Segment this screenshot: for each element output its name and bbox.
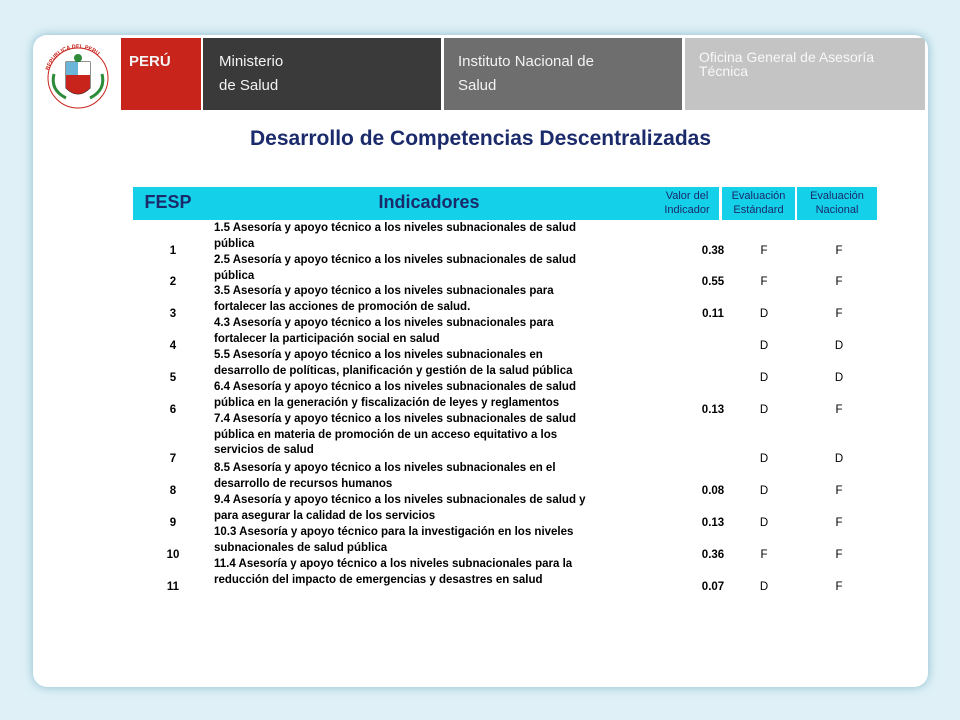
evaluation-national: F bbox=[835, 549, 843, 561]
indicator-value: 0.11 bbox=[702, 308, 724, 320]
evaluation-standard: D bbox=[759, 517, 769, 529]
evaluation-national: D bbox=[834, 453, 844, 465]
indicator-text bbox=[214, 493, 654, 524]
fesp-number: 6 bbox=[169, 404, 177, 416]
table-row bbox=[133, 495, 893, 527]
indicator-line: subnacionales de salud pública bbox=[214, 541, 388, 554]
evaluation-standard: D bbox=[759, 453, 769, 465]
table-row bbox=[133, 318, 893, 350]
evaluation-standard: F bbox=[760, 549, 768, 561]
indicator-value: 0.07 bbox=[701, 581, 725, 593]
table-row bbox=[133, 559, 893, 591]
indicator-value: 0.55 bbox=[701, 276, 725, 288]
ministry-block bbox=[203, 38, 441, 110]
indicator-line: desarrollo de recursos humanos bbox=[214, 477, 393, 490]
indicator-line: 5.5 Asesoría y apoyo técnico a los niveles subnacionales en bbox=[214, 349, 543, 361]
coat-of-arms-logo bbox=[36, 38, 120, 110]
evaluation-national: D bbox=[834, 340, 844, 352]
table-row bbox=[133, 286, 893, 318]
indicator-text bbox=[214, 412, 654, 459]
indicator-text bbox=[214, 316, 654, 347]
indicator-line: 3.5 Asesoría y apoyo técnico a los niveles subnacionales para bbox=[214, 285, 554, 297]
indicator-line: 2.5 Asesoría y apoyo técnico a los niveles subnacionales de salud bbox=[214, 254, 576, 266]
indicator-value: 0.38 bbox=[701, 245, 725, 257]
evaluation-national: F bbox=[835, 581, 843, 593]
indicator-line: desarrollo de políticas, planificación y gestión de la salud pública bbox=[214, 364, 573, 377]
indicator-line: 7.4 Asesoría y apoyo técnico a los niveles subnacionales de salud bbox=[214, 413, 576, 425]
office-line-2: Técnica bbox=[699, 63, 749, 79]
indicator-text bbox=[214, 348, 654, 379]
indicator-line: para asegurar la calidad de los servicios bbox=[214, 509, 436, 522]
indicator-line: pública en materia de promoción de un acceso equitativo a los bbox=[214, 428, 558, 441]
table-row bbox=[133, 463, 893, 495]
fesp-number: 1 bbox=[169, 245, 177, 257]
indicator-value: 0.36 bbox=[701, 549, 725, 561]
institute-line-2: Salud bbox=[458, 77, 497, 94]
slide bbox=[33, 35, 928, 687]
evaluation-standard: D bbox=[759, 404, 769, 416]
fesp-number: 7 bbox=[169, 453, 177, 465]
fesp-number: 5 bbox=[169, 372, 177, 384]
evaluation-standard: D bbox=[759, 485, 769, 497]
page-title: Desarrollo de Competencias Descentralizadas bbox=[249, 127, 711, 150]
ministry-line-1: Ministerio bbox=[219, 53, 284, 70]
indicator-line: fortalecer la participación social en salud bbox=[214, 332, 440, 345]
table-row bbox=[133, 255, 893, 286]
indicator-value: 0.08 bbox=[701, 485, 725, 497]
fesp-number: 3 bbox=[169, 308, 177, 320]
indicator-line: servicios de salud bbox=[214, 444, 314, 456]
ministry-line-2: de Salud bbox=[219, 77, 279, 94]
column-header-valor: Valor del Indicador bbox=[655, 187, 719, 220]
evaluation-standard: D bbox=[759, 308, 769, 320]
evaluation-standard: F bbox=[760, 276, 768, 288]
table-row bbox=[133, 527, 893, 559]
column-header-evaluacion-nacional: Evaluación Nacional bbox=[797, 187, 877, 220]
indicator-text bbox=[214, 380, 654, 411]
fesp-number: 11 bbox=[166, 581, 180, 593]
indicator-line: 1.5 Asesoría y apoyo técnico a los niveles subnacionales de salud bbox=[214, 222, 576, 234]
peru-block bbox=[121, 38, 201, 110]
indicator-text bbox=[214, 461, 654, 492]
indicator-line: pública bbox=[214, 269, 255, 282]
column-header-fesp: FESP bbox=[133, 187, 203, 220]
table-row bbox=[133, 350, 893, 382]
evaluation-national: F bbox=[835, 404, 843, 416]
fesp-number: 10 bbox=[166, 549, 180, 561]
evaluation-national: F bbox=[835, 485, 843, 497]
evaluation-standard: D bbox=[759, 581, 769, 593]
indicator-line: 11.4 Asesoría y apoyo técnico a los niveles subnacionales para la bbox=[214, 558, 573, 570]
indicator-text bbox=[214, 221, 654, 252]
header-banner bbox=[33, 35, 928, 113]
institute-line-1: Instituto Nacional de bbox=[458, 53, 594, 70]
institute-block bbox=[444, 38, 682, 110]
peru-label: PERÚ bbox=[129, 53, 171, 70]
evaluation-standard: F bbox=[760, 245, 768, 257]
indicator-text bbox=[214, 525, 654, 556]
indicator-line: 4.3 Asesoría y apoyo técnico a los niveles subnacionales para bbox=[214, 317, 554, 329]
fesp-number: 8 bbox=[169, 485, 177, 497]
evaluation-national: F bbox=[835, 517, 843, 529]
indicator-value: 0.13 bbox=[701, 404, 725, 416]
office-block bbox=[685, 38, 925, 110]
evaluation-national: F bbox=[835, 308, 843, 320]
indicator-line: fortalecer las acciones de promoción de salud. bbox=[214, 300, 471, 313]
table-row bbox=[133, 382, 893, 414]
evaluation-national: D bbox=[834, 372, 844, 384]
indicator-line: pública en la generación y fiscalización de leyes y reglamentos bbox=[214, 396, 560, 409]
column-header-indicadores: Indicadores bbox=[203, 187, 655, 220]
seal-text: REPUBLICA DEL PERU bbox=[45, 43, 101, 72]
fesp-number: 9 bbox=[169, 517, 177, 529]
indicator-line: pública bbox=[214, 237, 255, 250]
evaluation-standard: D bbox=[759, 372, 769, 384]
column-header-evaluacion-estandard: Evaluación Estándard bbox=[722, 187, 795, 220]
evaluation-national: F bbox=[835, 276, 843, 288]
indicator-line: 8.5 Asesoría y apoyo técnico a los niveles subnacionales en el bbox=[214, 462, 556, 474]
fesp-number: 4 bbox=[169, 340, 177, 352]
office-line-1: Oficina General de Asesoría bbox=[699, 49, 875, 65]
table-row bbox=[133, 223, 893, 255]
indicator-line: 10.3 Asesoría y apoyo técnico para la investigación en los niveles bbox=[214, 526, 574, 538]
indicator-line: 9.4 Asesoría y apoyo técnico a los niveles subnacionales de salud y bbox=[214, 494, 586, 506]
evaluation-national: F bbox=[835, 245, 843, 257]
indicator-line: reducción del impacto de emergencias y desastres en salud bbox=[214, 573, 543, 586]
evaluation-standard: D bbox=[759, 340, 769, 352]
fesp-number: 2 bbox=[169, 276, 177, 288]
indicator-value: 0.13 bbox=[701, 517, 725, 529]
table-row bbox=[133, 414, 893, 463]
indicator-text bbox=[214, 253, 654, 284]
indicator-text bbox=[214, 284, 654, 315]
indicator-line: 6.4 Asesoría y apoyo técnico a los niveles subnacionales de salud bbox=[214, 381, 576, 393]
indicator-text bbox=[214, 557, 654, 588]
